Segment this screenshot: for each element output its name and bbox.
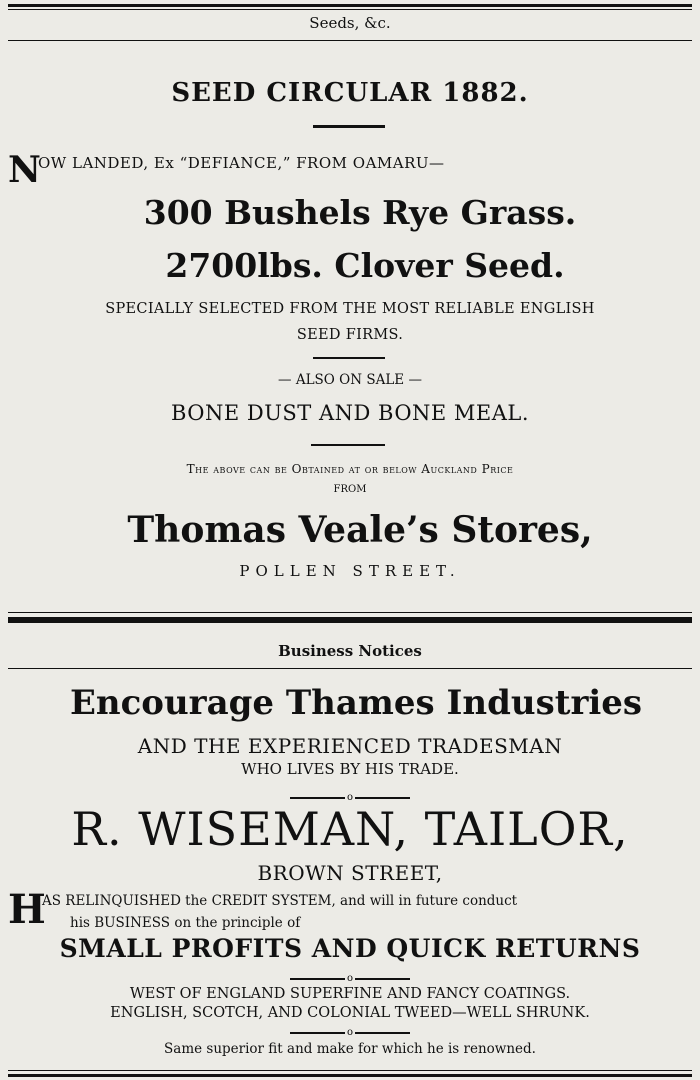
top-border-rule	[8, 4, 692, 7]
header-rule	[8, 40, 692, 41]
top-thin-rule	[8, 9, 692, 10]
dropcap-n: N	[8, 149, 41, 191]
dropcap-h: H	[8, 886, 46, 933]
title-underline	[313, 125, 385, 128]
tweed-line: ENGLISH, SCOTCH, AND COLONIAL TWEED—WELL SHRUNK.	[110, 1005, 590, 1021]
relinquished-line: AS RELINQUISHED the CREDIT SYSTEM, and will in future conduct	[42, 893, 518, 909]
brown-street: BROWN STREET,	[257, 861, 443, 885]
lives-by-trade: WHO LIVES BY HIS TRADE.	[241, 760, 459, 778]
rye-grass-line: 300 Bushels Rye Grass.	[143, 193, 577, 232]
ornament-divider-1: o	[0, 791, 700, 803]
closing-line: Same superior fit and make for which he is renowned.	[164, 1041, 536, 1057]
encourage-headline: Encourage Thames Industries	[69, 683, 643, 723]
section-header-business: Business Notices	[278, 642, 422, 660]
ornament-divider-2: o	[0, 972, 700, 984]
store-name: Thomas Veale’s Stores,	[127, 509, 593, 551]
experienced-tradesman: AND THE EXPERIENCED TRADESMAN	[137, 734, 563, 758]
bottom-rule	[8, 1070, 692, 1071]
selected-line-2: SEED FIRMS.	[296, 327, 404, 343]
divider-2	[311, 444, 385, 446]
selected-line-1: SPECIALLY SELECTED FROM THE MOST RELIABLE ENGLISH	[105, 301, 595, 317]
bottom-rule-thick	[8, 1074, 692, 1077]
seed-circular-title: SEED CIRCULAR 1882.	[171, 78, 529, 108]
pollen-street: POLLEN STREET.	[239, 562, 461, 580]
ad-separator-thick	[8, 617, 692, 623]
small-profits-motto: SMALL PROFITS AND QUICK RETURNS	[59, 934, 641, 963]
obtain-line: The above can be Obtained at or below Auckland Price	[186, 462, 514, 476]
section-header-seeds: Seeds, &c.	[309, 14, 391, 32]
ad-separator-thin	[8, 612, 692, 613]
coatings-line: WEST OF ENGLAND SUPERFINE AND FANCY COATINGS.	[129, 986, 571, 1002]
clover-seed-line: 2700lbs. Clover Seed.	[165, 246, 565, 285]
ornament-divider-3: o	[0, 1026, 700, 1038]
wiseman-tailor: R. WISEMAN, TAILOR,	[71, 802, 629, 856]
divider-1	[313, 357, 385, 359]
bone-dust-line: BONE DUST AND BONE MEAL.	[170, 401, 530, 425]
also-on-sale: — ALSO ON SALE —	[278, 372, 422, 388]
now-landed-line: OW LANDED, Ex “DEFIANCE,” FROM OAMARU—	[38, 154, 445, 172]
from-line: FROM	[333, 484, 367, 495]
business-principle-line: his BUSINESS on the principle of	[70, 915, 301, 931]
business-header-rule	[8, 668, 692, 669]
